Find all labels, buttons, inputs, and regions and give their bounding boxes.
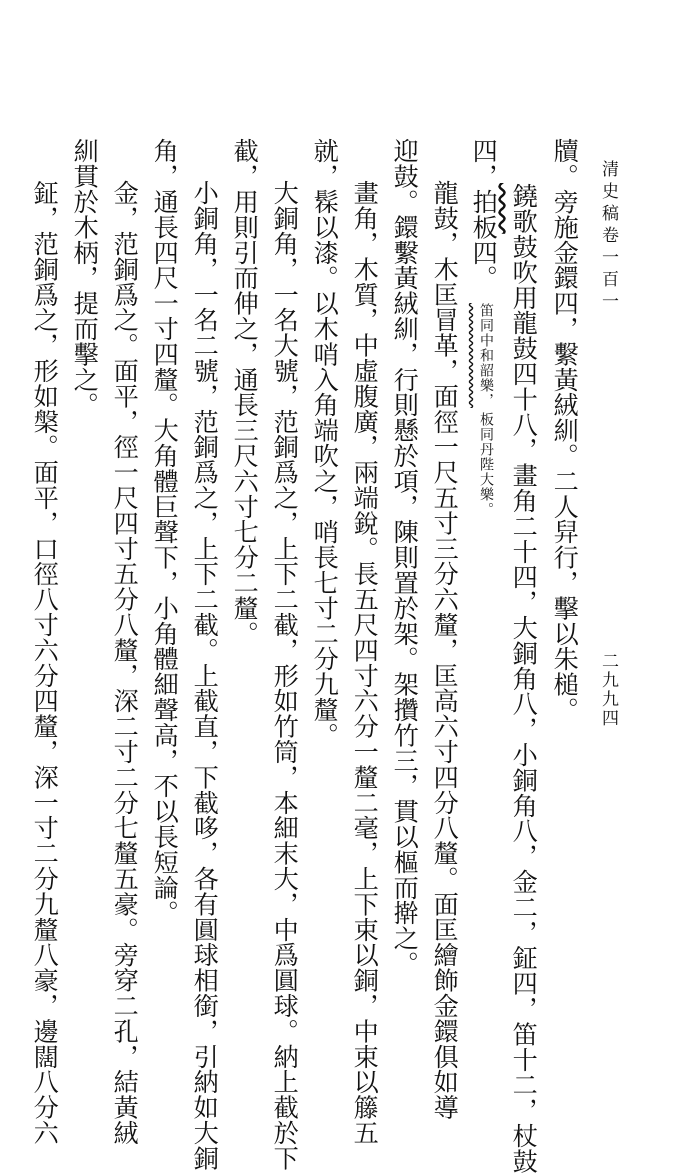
text-column: 迎鼓。鐶繫黃絨紃，行則懸於項，陳則置於架。架攢竹三，貫以樞而擀之。: [390, 138, 420, 977]
wavy-underlined-term: 鐃歌: [509, 183, 539, 234]
text-column: [509, 183, 539, 1174]
page-number: 二九九四: [598, 652, 618, 728]
text-column: 龍鼓，木匡冒革，面徑一尺五寸三分六釐，匡高六寸四分八釐。面匡繪飾金鐶俱如導: [430, 180, 460, 1120]
text-column: 大銅角，一名大號，范銅爲之，上下二截，形如竹筒，本細末大，中爲圓球。納上截於下: [270, 180, 300, 1171]
interlinear-note: 板同丹陛大樂。: [478, 412, 494, 517]
text-column: 角，通長四尺一寸四釐。大角體巨聲下，小角體細聲高，不以長短論。: [150, 138, 180, 926]
interlinear-note: 笛同中和韶樂，: [478, 303, 494, 408]
text-column: 畫角，木質，中虛腹廣，兩端銳。長五尺四寸六分一釐二毫，上下束以銅，中束以籐五: [350, 180, 380, 1146]
text-column: 牘。旁施金鐶四，繫黃絨紃。二人舁行，擊以朱槌。: [550, 138, 580, 723]
text-column: 小銅角，一名二號，范銅爲之，上下二截。上截直，下截哆，各有圓球相銜，引納如大銅: [190, 180, 220, 1171]
text-column: 金，范銅爲之。面平，徑一尺四寸五分八釐，深二寸二分七釐五豪。旁穿二孔，結黃絨: [110, 180, 140, 1146]
text-column: 紃貫於木柄，提而擊之。: [70, 138, 100, 418]
running-title: 清史稿卷一百一: [598, 160, 618, 314]
text-column: 四，拍板四。: [469, 138, 499, 291]
text-column: 就，髹以漆。以木哨入角端吹之，哨長七寸二分九釐。: [310, 138, 340, 748]
text-column: 截，用則引而伸之，通長三尺六寸七分二釐。: [230, 138, 260, 646]
text-column: 鉦，范銅爲之，形如槃。面平，口徑八寸六分四釐，深一寸二分九釐八豪，邊闊八分六: [30, 180, 60, 1146]
column-text: 鼓吹用龍鼓四十八，畫角二十四，大銅角八，小銅角八，金二，鉦四，笛十二，杖鼓: [509, 233, 539, 1174]
